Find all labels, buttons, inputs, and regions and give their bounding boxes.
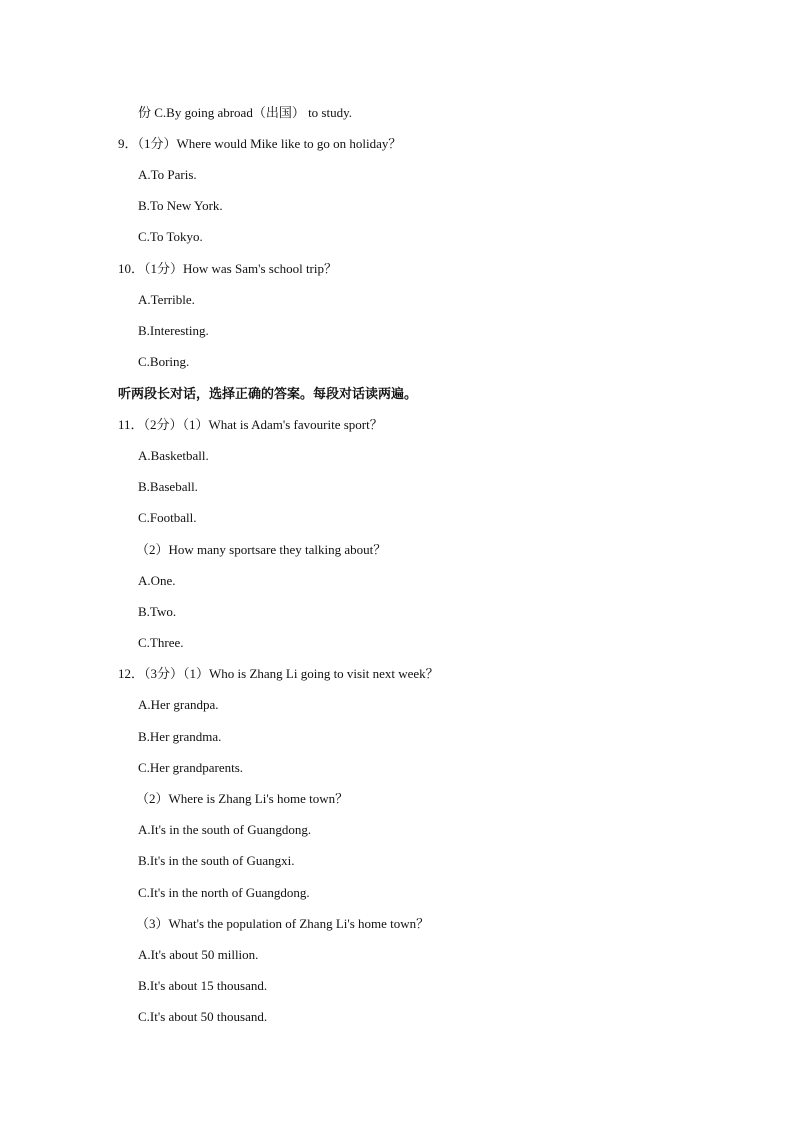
q12-sub2-option-a: A.It's in the south of Guangdong. [138, 822, 312, 837]
q12-sub3-option-b: B.It's about 15 thousand. [138, 978, 268, 993]
question-12-sub-3: （3）What's the population of Zhang Li's home town？ [136, 916, 430, 931]
question-12-sub-2: （2）Where is Zhang Li's home town？ [136, 791, 349, 806]
q10-option-a: A.Terrible. [138, 292, 195, 307]
question-12: 12．（3分）（1）Who is Zhang Li going to visit next week？ [118, 666, 439, 681]
section-instruction: 听两段长对话，选择正确的答案。每段对话读两遍。 [118, 386, 418, 401]
q11-option-a: A.Basketball. [138, 448, 209, 463]
question-10: 10．（1分）How was Sam's school trip？ [118, 261, 338, 276]
q12-option-b: B.Her grandma. [138, 729, 222, 744]
question-11: 11．（2分）（1）What is Adam's favourite sport？ [118, 417, 383, 432]
q12-sub3-option-c: C.It's about 50 thousand. [138, 1009, 268, 1024]
q11-sub2-option-b: B.Two. [138, 604, 177, 619]
q12-sub2-option-b: B.It's in the south of Guangxi. [138, 853, 295, 868]
q12-sub3-option-a: A.It's about 50 million. [138, 947, 259, 962]
question-9: 9．（1分）Where would Mike like to go on holiday？ [118, 136, 402, 151]
question-11-sub-2: （2）How many sportsare they talking about？ [136, 542, 387, 557]
q10-option-c: C.Boring. [138, 354, 190, 369]
q11-option-c: C.Football. [138, 510, 197, 525]
q9-option-b: B.To New York. [138, 198, 223, 213]
q11-sub2-option-a: A.One. [138, 573, 176, 588]
q9-option-a: A.To Paris. [138, 167, 197, 182]
q8-option-c-continued: 份 C.By going abroad（出国） to study. [138, 105, 353, 120]
q12-option-c: C.Her grandparents. [138, 760, 244, 775]
q9-option-c: C.To Tokyo. [138, 229, 203, 244]
q12-sub2-option-c: C.It's in the north of Guangdong. [138, 885, 310, 900]
q10-option-b: B.Interesting. [138, 323, 209, 338]
q11-sub2-option-c: C.Three. [138, 635, 184, 650]
q12-option-a: A.Her grandpa. [138, 697, 219, 712]
q11-option-b: B.Baseball. [138, 479, 198, 494]
